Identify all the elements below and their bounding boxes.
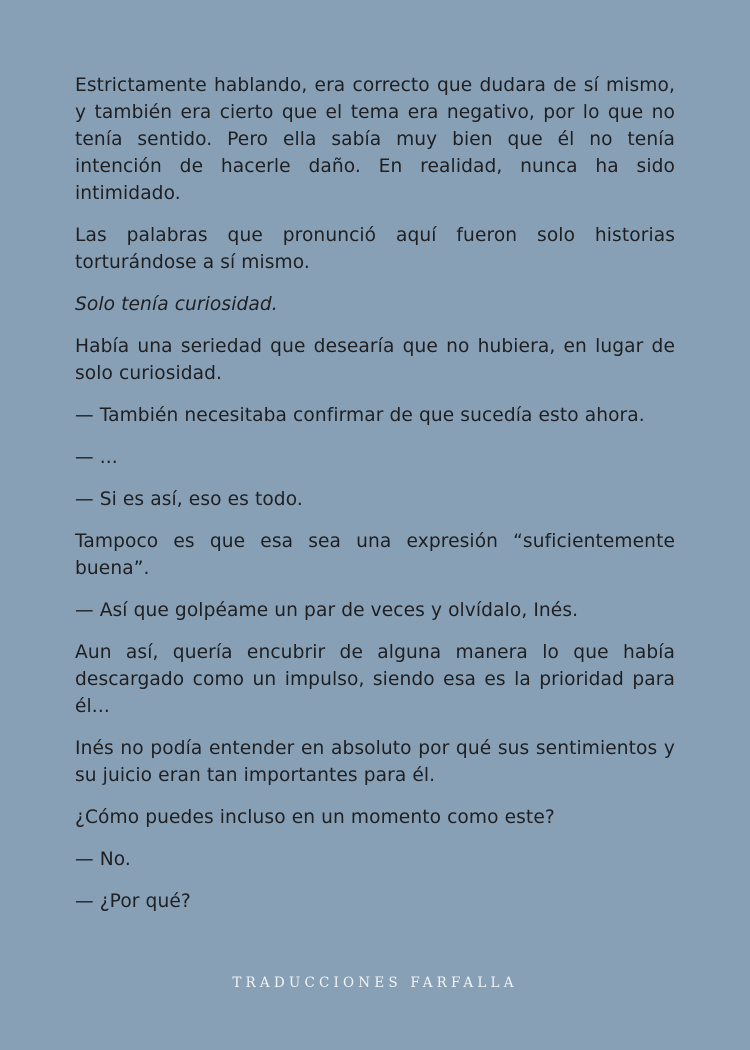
paragraph-8: ¿Cómo puedes incluso en un momento como este? — [75, 807, 555, 828]
dialogue-line-4: — Así que golpéame un par de veces y olvídalo, Inés. — [75, 600, 579, 621]
paragraph-1: Estrictamente hablando, era correcto que dudara de sí mismo, y también era cierto que el tema era negativo, por lo que no tenía sentido. Pero ella sabía muy bien que él no tenía intención de hacerle daño. En realidad, nunca ha sido intimidado. — [75, 75, 675, 204]
dialogue-line-2: — ... — [75, 447, 118, 468]
paragraph-5: Tampoco es que esa sea una expresión “suficientemente buena”. — [75, 531, 675, 579]
page-body — [75, 72, 675, 930]
paragraph-7: Inés no podía entender en absoluto por qué sus sentimientos y su juicio eran tan importantes para él. — [75, 738, 675, 786]
footer-credit: TRADUCCIONES FARFALLA — [232, 975, 518, 991]
dialogue-line-3: — Si es así, eso es todo. — [75, 489, 303, 510]
dialogue-line-5: — No. — [75, 849, 131, 870]
dialogue-line-6: — ¿Por qué? — [75, 891, 191, 912]
paragraph-3-italic-thought: Solo tenía curiosidad. — [75, 294, 278, 315]
paragraph-4: Había una seriedad que desearía que no hubiera, en lugar de solo curiosidad. — [75, 336, 675, 384]
paragraph-6: Aun así, quería encubrir de alguna manera lo que había descargado como un impulso, siendo esa es la prioridad para él... — [75, 642, 675, 717]
paragraph-2: Las palabras que pronunció aquí fueron solo historias torturándose a sí mismo. — [75, 225, 675, 273]
dialogue-line-1: — También necesitaba confirmar de que sucedía esto ahora. — [75, 405, 645, 426]
